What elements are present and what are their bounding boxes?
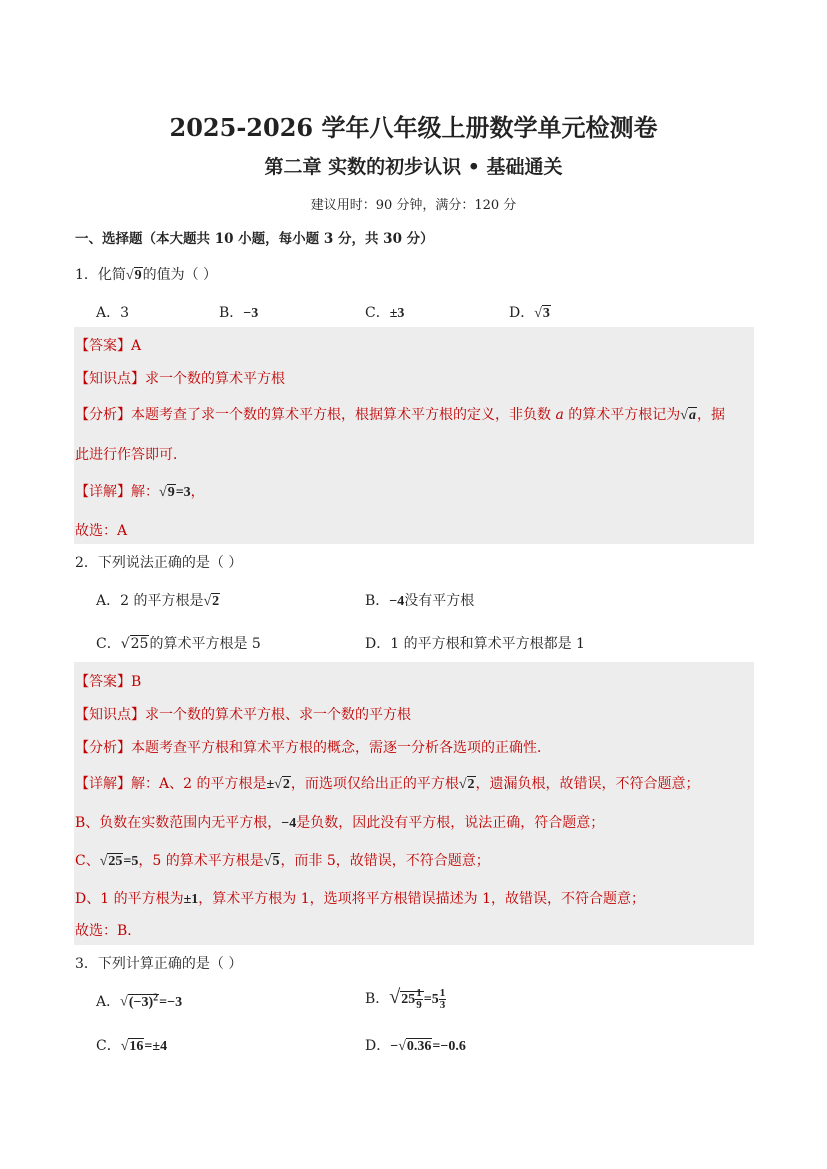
chapter-subtitle: 第二章 实数的初步认识 • 基础通关 bbox=[264, 156, 563, 178]
q3-option-a-radicand: (−3) bbox=[128, 995, 154, 1010]
q1-detail-pre: 解： bbox=[131, 484, 159, 500]
page-title: 2025-2026 学年八年级上册数学单元检测卷 bbox=[169, 113, 658, 142]
q2-detail-a bbox=[75, 773, 700, 793]
q2-detail-c-text-2: ，5 的算术平方根是 bbox=[138, 853, 264, 869]
q1-option-d-label: D． bbox=[509, 305, 535, 321]
q2-detail-a-radicand: 2 bbox=[282, 777, 290, 792]
q3-option-b-fraction-2 bbox=[439, 988, 447, 1011]
q1-stem-post: 的值为（ ） bbox=[142, 267, 218, 283]
q2-detail-c-math: =5 bbox=[123, 854, 139, 869]
q1-analysis-var: a bbox=[555, 407, 564, 423]
q2-answer: 【答案】B bbox=[75, 674, 142, 690]
q1-option-c bbox=[365, 302, 404, 322]
q3-option-c bbox=[96, 1035, 167, 1055]
q2-analysis-text: 本题考查平方根和算术平方根的概念，需逐一分析各选项的正确性． bbox=[131, 740, 551, 756]
q1-analysis bbox=[75, 404, 725, 424]
q1-option-c-label: C． bbox=[365, 305, 390, 321]
q1-option-b bbox=[219, 302, 258, 322]
q2-knowledge-tag: 【知识点】 bbox=[75, 707, 145, 723]
q3-option-b-fraction bbox=[415, 988, 423, 1011]
q2-option-a bbox=[96, 590, 220, 610]
q1-option-a: A．3 bbox=[96, 305, 130, 321]
q2-detail-c-text-1: C、 bbox=[75, 853, 100, 869]
q2-detail-c-sqrt-2: √5 bbox=[263, 854, 280, 869]
q3-option-b-num-2: 1 bbox=[439, 986, 446, 999]
q2-detail-c-sqrt: √25 bbox=[99, 854, 123, 869]
q2-detail-a-text-3: ，遗漏负根，故错误，不符合题意； bbox=[475, 776, 700, 792]
q1-stem-radicand: 9 bbox=[134, 268, 142, 283]
q2-detail-d-math: ±1 bbox=[183, 892, 199, 907]
q1-analysis-radicand: a bbox=[688, 408, 696, 423]
q2-analysis bbox=[75, 737, 551, 757]
q3-option-d bbox=[365, 1035, 466, 1055]
q2-detail-c-radicand-2: 5 bbox=[272, 854, 280, 869]
q3-option-a-exponent: 2 bbox=[153, 992, 159, 1004]
q3-option-b-whole: 25 bbox=[401, 992, 416, 1007]
q2-detail-d-text-2: ，算术平方根为 1，选项将平方根错误描述为 1，故错误，不符合题意； bbox=[198, 891, 645, 907]
q2-detail-c bbox=[75, 850, 490, 870]
q3-option-c-radicand: 16 bbox=[129, 1039, 144, 1054]
q2-knowledge bbox=[75, 704, 411, 724]
q2-detail-d-text-1: D、1 的平方根为 bbox=[75, 891, 184, 907]
q2-option-d: D．1 的平方根和算术平方根都是 1 bbox=[365, 636, 585, 652]
q2-detail-b-math: −4 bbox=[281, 816, 297, 831]
section-heading: 一、选择题（本大题共 10 小题，每小题 3 分，共 30 分） bbox=[75, 231, 434, 247]
q1-option-c-math: ±3 bbox=[389, 306, 405, 321]
q2-option-a-pre: A．2 的平方根是 bbox=[96, 593, 204, 609]
q1-analysis-tag: 【分析】 bbox=[75, 407, 131, 423]
q2-detail-b-text-2: 是负数，因此没有平方根，说法正确，符合题意； bbox=[296, 815, 605, 831]
q1-option-d bbox=[509, 302, 551, 322]
q2-detail-a-pm: ± bbox=[266, 777, 275, 792]
q3-option-b-den: 9 bbox=[416, 999, 422, 1012]
q1-detail-post: ， bbox=[190, 484, 205, 500]
q3-option-d-result: =−0.6 bbox=[432, 1039, 466, 1054]
q1-analysis-text-1: 本题考查了求一个数的算术平方根，根据算术平方根的定义，非负数 bbox=[131, 407, 551, 423]
q1-option-d-radicand: 3 bbox=[542, 306, 550, 321]
q3-option-b-eq: =5 bbox=[423, 992, 439, 1007]
q2-option-a-radicand: 2 bbox=[212, 594, 220, 609]
q1-detail-radicand: 9 bbox=[167, 485, 175, 500]
q2-detail-a-sqrt-2: √2 bbox=[458, 777, 475, 792]
q2-detail-tag: 【详解】 bbox=[75, 776, 131, 792]
q3-option-a-label: A． bbox=[96, 994, 121, 1010]
q2-detail-a-text-1: 解：A、2 的平方根是 bbox=[131, 776, 267, 792]
q2-detail-b bbox=[75, 812, 604, 832]
q3-option-b-den-2: 3 bbox=[439, 998, 446, 1011]
q2-detail-a-text-2: ，而选项仅给出正的平方根 bbox=[290, 776, 459, 792]
q1-detail-sqrt: √9 bbox=[159, 485, 175, 500]
q2-option-b-label: B． bbox=[365, 593, 390, 609]
q2-option-b bbox=[365, 590, 474, 610]
q1-option-b-label: B． bbox=[219, 305, 244, 321]
q1-option-d-sqrt: √3 bbox=[534, 306, 550, 321]
q1-choice: 故选：A bbox=[75, 523, 128, 539]
q1-analysis-cont: 此进行作答即可． bbox=[75, 447, 187, 463]
q3-option-a-result: =−3 bbox=[159, 995, 183, 1010]
question-1-stem bbox=[75, 264, 217, 284]
time-score-hint: 建议用时：90 分钟，满分：120 分 bbox=[310, 198, 517, 213]
q3-option-a bbox=[96, 991, 182, 1011]
q3-option-b-label: B． bbox=[365, 991, 390, 1007]
q1-analysis-sqrt: √a bbox=[680, 408, 696, 423]
q1-answer: 【答案】A bbox=[75, 338, 142, 354]
q1-analysis-text-2: 的算术平方根记为 bbox=[568, 407, 681, 423]
q1-analysis-text-3: ，据 bbox=[696, 407, 725, 423]
q1-detail-tag: 【详解】 bbox=[75, 484, 131, 500]
q2-detail-a-sqrt: √2 bbox=[274, 777, 290, 792]
q1-knowledge-tag: 【知识点】 bbox=[75, 371, 145, 387]
q2-choice: 故选：B． bbox=[75, 923, 142, 939]
q3-option-b-num: 1 bbox=[416, 987, 422, 1000]
question-3-stem: 3．下列计算正确的是（ ） bbox=[75, 956, 243, 972]
q2-option-c-label: C． bbox=[96, 636, 121, 652]
q2-option-a-sqrt: √2 bbox=[203, 594, 220, 609]
q2-detail-c-radicand: 25 bbox=[108, 854, 123, 869]
q3-option-a-sqrt: $√(-3)^2$ bbox=[120, 992, 159, 1010]
question-2-stem: 2．下列说法正确的是（ ） bbox=[75, 555, 243, 571]
q1-detail-math: =3 bbox=[175, 485, 191, 500]
q3-option-c-result: =±4 bbox=[144, 1039, 168, 1054]
q3-option-b-rad bbox=[400, 987, 424, 1012]
q3-option-d-neg: − bbox=[390, 1039, 399, 1054]
q1-knowledge-text: 求一个数的算术平方根 bbox=[145, 371, 285, 387]
q3-option-d-label: D． bbox=[365, 1038, 391, 1054]
q3-option-b bbox=[365, 986, 446, 1011]
q2-option-c bbox=[96, 633, 261, 653]
q2-detail-d bbox=[75, 888, 645, 908]
q2-detail-c-text-3: ，而非 5，故错误，不符合题意； bbox=[280, 853, 490, 869]
q2-detail-b-text-1: B、负数在实数范围内无平方根， bbox=[75, 815, 282, 831]
q2-detail-a-radicand-2: 2 bbox=[467, 777, 475, 792]
q1-stem-pre: 1．化简 bbox=[75, 267, 126, 283]
q3-option-c-sqrt: √16 bbox=[120, 1039, 144, 1054]
q1-option-b-math: −3 bbox=[243, 306, 259, 321]
q1-stem-sqrt: √9 bbox=[125, 268, 142, 283]
q3-option-b-sqrt: √25 $\frac{1}{9}$ bbox=[389, 986, 422, 1012]
q3-option-d-sqrt: √0.36 bbox=[398, 1039, 432, 1054]
q1-knowledge bbox=[75, 368, 285, 388]
q1-detail bbox=[75, 481, 205, 501]
q2-option-c-post: 的算术平方根是 5 bbox=[149, 636, 261, 652]
q3-option-c-label: C． bbox=[96, 1038, 121, 1054]
q3-option-a-rad bbox=[128, 994, 159, 1010]
q2-option-c-radicand: 25 bbox=[130, 636, 149, 652]
q3-option-d-radicand: 0.36 bbox=[406, 1039, 432, 1054]
q1-answer-box bbox=[74, 327, 754, 544]
q2-option-b-post: 没有平方根 bbox=[404, 593, 475, 609]
q2-option-c-sqrt: √25 bbox=[120, 636, 149, 652]
q2-analysis-tag: 【分析】 bbox=[75, 740, 131, 756]
q2-option-b-math: −4 bbox=[389, 594, 405, 609]
q2-knowledge-text: 求一个数的算术平方根、求一个数的平方根 bbox=[145, 707, 411, 723]
